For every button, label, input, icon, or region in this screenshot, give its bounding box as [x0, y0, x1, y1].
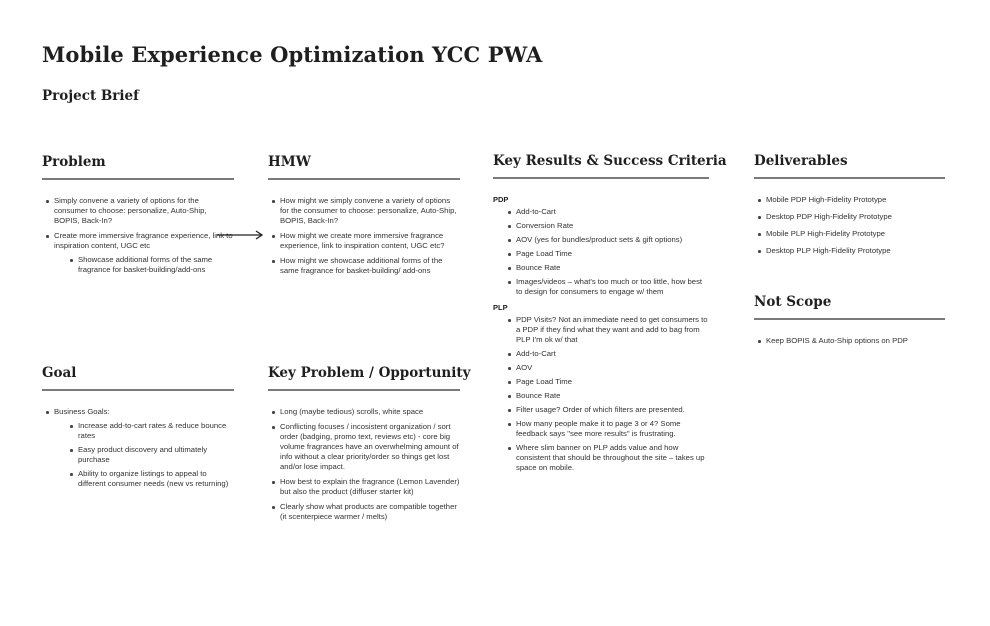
plp-item: Where slim banner on PLP adds value and how consistent that should be throughout the site – takes up space on mobile.	[493, 443, 709, 473]
deliverable-item: Desktop PDP High-Fidelity Prototype	[754, 212, 945, 222]
problem-heading: Problem	[42, 154, 234, 180]
plp-item: AOV	[493, 363, 709, 373]
key-problem-heading: Key Problem / Opportunity	[268, 365, 460, 391]
key-results-section	[493, 153, 727, 477]
key-problem-item: How best to explain the fragrance (Lemon Lavender) but also the product (diffuser starter kit)	[268, 477, 460, 497]
key-problem-section	[268, 365, 471, 527]
arrow-right-icon	[217, 229, 265, 241]
pdp-list	[493, 207, 709, 297]
goal-item-text: Business Goals:	[54, 407, 110, 416]
deliverables-heading: Deliverables	[754, 153, 945, 179]
problem-subitem: Showcase additional forms of the same fragrance for basket-building/add-ons	[66, 255, 234, 275]
problem-item-text: Create more immersive fragrance experience, link to inspiration content, UGC etc	[54, 231, 233, 250]
deliverable-item: Mobile PDP High-Fidelity Prototype	[754, 195, 945, 205]
key-problem-item: Conflicting focuses / incosistent organization / sort order (badging, promo text, reviews etc) - core big volume fragrances have an overwhelming amount of info without a clear priority/order so things get lost and/or lose impact.	[268, 422, 460, 472]
problem-list	[42, 196, 234, 275]
key-problem-item: Long (maybe tedious) scrolls, white space	[268, 407, 460, 417]
problem-item	[42, 231, 234, 275]
deliverables-section	[754, 153, 945, 263]
not-scope-heading: Not Scope	[754, 294, 945, 320]
pdp-item: AOV (yes for bundles/product sets & gift options)	[493, 235, 709, 245]
deliverables-list	[754, 195, 945, 256]
key-problem-list	[268, 407, 460, 522]
page-subtitle: Project Brief	[42, 88, 139, 104]
goal-list	[42, 407, 234, 489]
plp-item: Add-to-Cart	[493, 349, 709, 359]
problem-section	[42, 154, 234, 280]
plp-item: Page Load Time	[493, 377, 709, 387]
goal-sublist	[54, 421, 234, 489]
pdp-item: Images/videos – what's too much or too little, how best to design for consumers to engage w/ them	[493, 277, 709, 297]
plp-item: Filter usage? Order of which filters are presented.	[493, 405, 709, 415]
hmw-heading: HMW	[268, 154, 460, 180]
not-scope-item: Keep BOPIS & Auto-Ship options on PDP	[754, 336, 945, 346]
goal-subitem: Easy product discovery and ultimately purchase	[66, 445, 234, 465]
deliverable-item: Desktop PLP High-Fidelity Prototype	[754, 246, 945, 256]
problem-sublist	[54, 255, 234, 275]
not-scope-list	[754, 336, 945, 346]
plp-label: PLP	[493, 303, 508, 312]
key-results-heading: Key Results & Success Criteria	[493, 153, 709, 179]
not-scope-section	[754, 294, 945, 351]
goal-item	[42, 407, 234, 489]
problem-item: Simply convene a variety of options for the consumer to choose: personalize, Auto-Ship, BOPIS, Back-In?	[42, 196, 234, 226]
hmw-item: How might we create more immersive fragrance experience, link to inspiration content, UGC etc?	[268, 231, 460, 251]
pdp-item: Add-to-Cart	[493, 207, 709, 217]
goal-heading: Goal	[42, 365, 234, 391]
plp-list	[493, 315, 709, 473]
deliverable-item: Mobile PLP High-Fidelity Prototype	[754, 229, 945, 239]
pdp-label: PDP	[493, 195, 509, 204]
plp-item: How many people make it to page 3 or 4? Some feedback says "see more results" is frustrating.	[493, 419, 709, 439]
goal-section	[42, 365, 234, 494]
hmw-item: How might we showcase additional forms of the same fragrance for basket-building/ add-ons	[268, 256, 460, 276]
pdp-item: Conversion Rate	[493, 221, 709, 231]
key-problem-item: Clearly show what products are compatible together (it scenterpiece warmer / melts)	[268, 502, 460, 522]
plp-item: PDP Visits? Not an immediate need to get consumers to a PDP if they find what they want and add to bag from PLP I'm ok w/ that	[493, 315, 709, 345]
hmw-item: How might we simply convene a variety of options for the consumer to choose: personalize, Auto-Ship, BOPIS, Back-In?	[268, 196, 460, 226]
goal-subitem: Ability to organize listings to appeal to different consumer needs (new vs returning)	[66, 469, 234, 489]
pdp-item: Bounce Rate	[493, 263, 709, 273]
goal-subitem: Increase add-to-cart rates & reduce bounce rates	[66, 421, 234, 441]
page-title: Mobile Experience Optimization YCC PWA	[42, 42, 543, 67]
plp-item: Bounce Rate	[493, 391, 709, 401]
hmw-section	[268, 154, 460, 281]
hmw-list	[268, 196, 460, 276]
pdp-item: Page Load Time	[493, 249, 709, 259]
